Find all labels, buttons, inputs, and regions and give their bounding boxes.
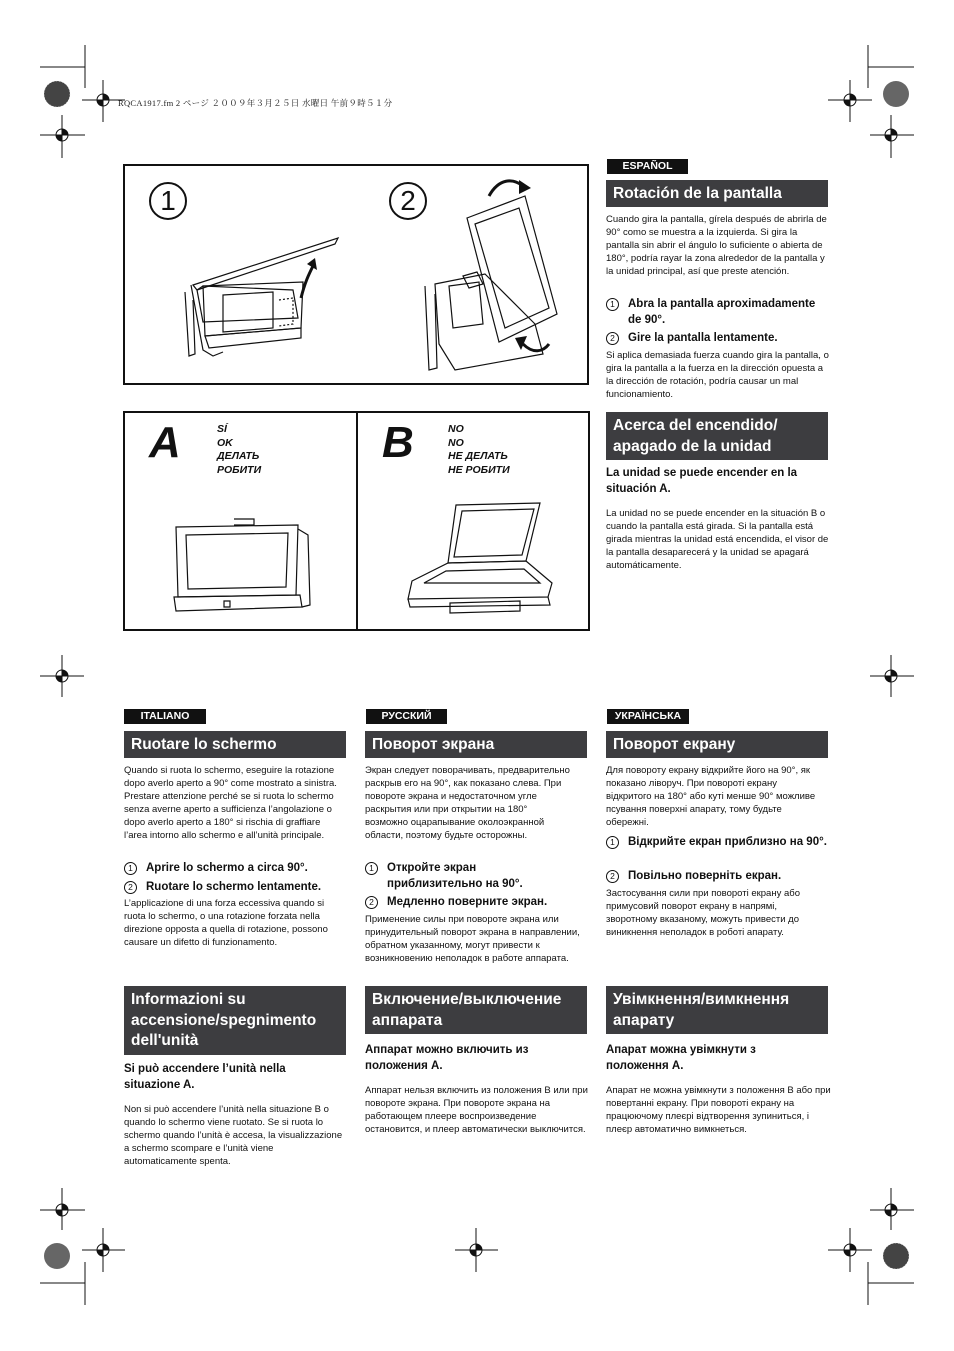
es-step-1: 1 Abra la pantalla aproximadamente de 90°. <box>606 296 831 328</box>
heading-it-rotate: Ruotare lo schermo <box>124 731 346 758</box>
panel-a-notes: SÍ OK ДЕЛАТЬ РОБИТИ <box>217 423 262 476</box>
uk-power-text: Апарат не можна увімкнути з положення B або при повертанні екрану. При повороті екрану на працюючому плеєрі відтворення зупиниться, і плеєр автоматично вимкнеться. <box>606 1085 831 1135</box>
panel-b-letter: B <box>382 418 414 467</box>
step-2-marker: 2 <box>389 182 427 220</box>
it-step-2: 2 Ruotare lo schermo lentamente. <box>124 879 350 895</box>
player-flat-reversed-illustration <box>400 499 560 619</box>
player-rotating-illustration <box>415 174 585 384</box>
es-rotate-warning: Si aplica demasiada fuerza cuando gira la pantalla, o gira la pantalla a la fuerza en la dirección opuesta a la dirección de rotación, podría causar un mal funcionamiento. <box>606 350 829 400</box>
ru-power-text: Аппарат нельзя включить из положения B или при повороте экрана. При повороте экрана на работающем плеере воспроизведение остановится, и плеер автоматически выключится. <box>365 1085 588 1135</box>
uk-rotate-warning: Застосування сили при повороті екрану або примусовий поворот екрану в напрямі, зворотному вказаному, можуть привести до виникнення неполадок в роботі апарату. <box>606 888 800 938</box>
step-1-marker: 1 <box>149 182 187 220</box>
it-step-1: 1 Aprire lo schermo a circa 90°. <box>124 860 350 876</box>
player-upright-illustration <box>170 517 320 621</box>
heading-ru-rotate: Поворот экрана <box>365 731 587 758</box>
uk-step-2: 2 Повільно поверніть екран. <box>606 868 832 884</box>
rotation-figure <box>123 164 589 385</box>
lang-badge-ru: РУССКИЙ <box>366 709 447 724</box>
it-rotate-intro: Quando si ruota lo schermo, eseguire la rotazione dopo averlo aperto a 90° come mostrato a sinistra. Prestare attenzione perché se si ruota lo schermo senza averne aperto a sufficienza l’angolazione o dopo averlo aperto a 180° si rischia di graffiare l’area intorno allo schermo e all’unità principale. <box>124 765 337 841</box>
player-open-90-illustration <box>183 230 353 380</box>
file-header: RQCA1917.fm 2 ページ ２００９年３月２５日 水曜日 午前９時５１分 <box>118 98 393 108</box>
it-power-bold: Si può accendere l’unità nella situazione A. <box>124 1063 286 1091</box>
heading-es-rotate: Rotación de la pantalla <box>606 180 828 207</box>
it-power-text: Non si può accendere l’unità nella situazione B o quando lo schermo viene ruotato. Se si ruota lo schermo quando l’unità è accesa, la visualizzazione a schermo scompare e l’unità viene automaticamente spenta. <box>124 1104 343 1167</box>
uk-rotate-intro: Для повороту екрану відкрийте його на 90°, як показано ліворуч. При повороті екрану відкритого на 180° або куті менше 90° можливе псування поверхні апарату, тому будьте обережні. <box>606 765 816 828</box>
ru-power-bold: Аппарат можно включить из положения A. <box>365 1044 529 1072</box>
heading-ru-power: Включение/выключение аппарата <box>365 986 587 1034</box>
lang-badge-uk: УКРАЇНСЬКА <box>607 709 689 724</box>
ru-rotate-intro: Экран следует поворачивать, предварительно раскрыв его на 90°, как показано слева. При повороте экрана и недостаточном угле раскрытия или при открытии на 180° возможно оцарапывание околоэкранной области, поэтому будьте осторожны. <box>365 765 570 841</box>
es-rotate-intro: Cuando gira la pantalla, gírela después de abrirla de 90° como se muestra a la izquierda. Si gira la pantalla sin abrir el ángulo lo suficiente o abierta de 180°, podría rayar la zona alrededor de la pantalla y la unidad principal, así que preste atención. <box>606 214 827 277</box>
heading-uk-power: Увімкнення/вимкнення апарату <box>606 986 828 1034</box>
heading-uk-rotate: Поворот екрану <box>606 731 828 758</box>
es-step-2: 2 Gire la pantalla lentamente. <box>606 330 831 346</box>
es-power-bold: La unidad se puede encender en la situación A. <box>606 467 798 495</box>
ru-rotate-warning: Применение силы при повороте экрана или принудительный поворот экрана в направлении, обратном указанному, могут привести к возникновению неполадок в работе аппарата. <box>365 914 580 964</box>
panel-b-notes: NO NO НЕ ДЕЛАТЬ НЕ РОБИТИ <box>448 423 510 476</box>
lang-badge-it: ITALIANO <box>124 709 206 724</box>
ru-step-1: 1 Откройте экран приблизительно на 90°. <box>365 860 587 892</box>
lang-badge-es: ESPAÑOL <box>607 159 688 174</box>
ru-step-2: 2 Медленно поверните экран. <box>365 894 587 910</box>
position-b-panel <box>356 411 590 631</box>
it-rotate-warning: L’applicazione di una forza eccessiva quando si ruota lo schermo, o una rotazione forzata nella direzione opposta a quella di rotazione, possono causare un difetto di funzionamento. <box>124 898 328 948</box>
heading-es-power: Acerca del encendido/ apagado de la unidad <box>606 412 828 460</box>
heading-it-power: Informazioni su accensione/spegnimento dell'unità <box>124 986 346 1055</box>
position-a-panel <box>123 411 358 631</box>
uk-step-1: 1 Відкрийте екран приблизно на 90°. <box>606 834 832 850</box>
uk-power-bold: Апарат можна увімкнути з положення A. <box>606 1044 756 1072</box>
es-power-text: La unidad no se puede encender en la situación B o cuando la pantalla está girada. Si la pantalla está girada mientras la unidad está encendida, el visor de la pantalla desaparecerá y la unidad se apagará automáticamente. <box>606 508 829 571</box>
panel-a-letter: A <box>149 418 181 467</box>
